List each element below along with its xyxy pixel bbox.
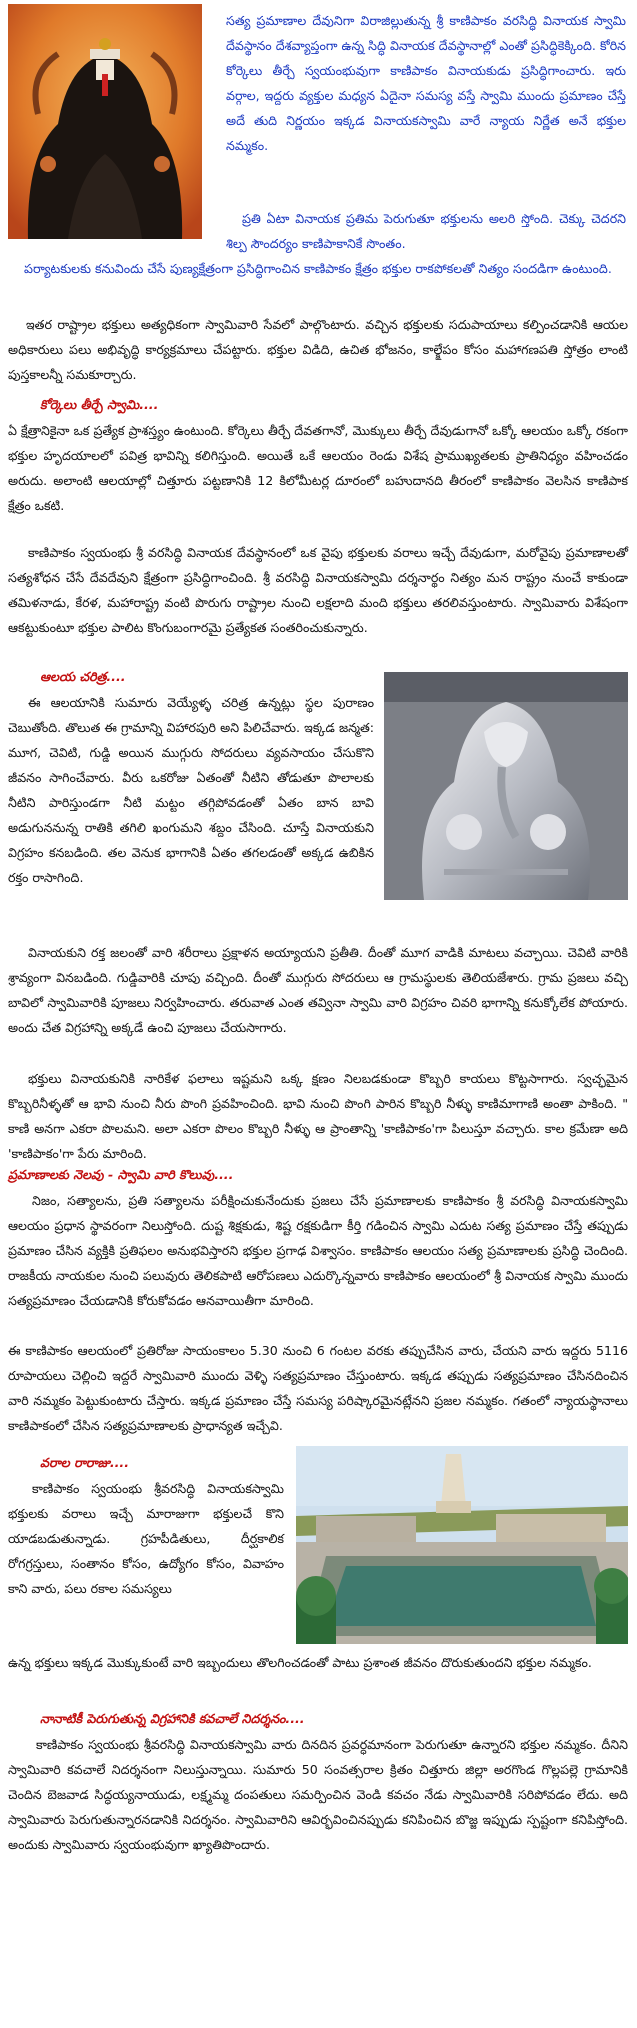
boons-paragraph-1: కాణిపాకం స్వయంభు శ్రీవరసిద్ధి వినాయకస్వామి భక్తులకు వరాలు ఇచ్చే మారాజుగా భక్తులచే కొని యాడబడుతున్నాడు. గ్రహపీడితులు, దీర్ఘకాలిక రోగగ్రస్తులు, సంతానం కోసం, ఉద్యోగం కోసం, వివాహం కాని వారు, పలు రకాల సమస్యలు <box>8 1481 284 1596</box>
growing-idol-paragraph: కాణిపాకం స్వయంభు శ్రీవరసిద్ధి వినాయకస్వామి వారు దినదిన ప్రవర్ధమానంగా పెరుగుతూ ఉన్నారని భక్తుల నమ్మకం. దీనిని స్వామివారి కవచాలే నిదర్శనంగా నిలుస్తున్నాయి. సుమారు 50 సంవత్సరాల క్రితం చిత్తూరు జిల్లా అరగొండ గొల్లపల్లె గ్రామానికి చెందిన బెజవాడ సిద్ధయ్యనాయుడు, లక్ష్మమ్మ దంపతులు సమర్పించిన వెండి కవచం నేడు స్వామివారికి సరిపోవడం లేదు. అది స్వామివారు పెరుగుతున్నారనడానికి నిదర్శనం. స్వామివారిని ఆవిర్భవించినప్పుడు కనిపించిన బొజ్జ ఇప్పుడు స్పష్టంగా కనిపిస్తోంది. అందుకు స్వామివారు స్వయంభువుగా ఖ్యాతిపొందారు. <box>8 1737 628 1852</box>
wish-fulfilling-paragraph-2: కాణిపాకం స్వయంభు శ్రీ వరసిద్ధి వినాయక దేవస్థానంలో ఒక వైపు భక్తులకు వరాలు ఇచ్చే దేవుడుగా, మరోవైపు ప్రమాణాలతో సత్యశోధన చేసే దేవదేవుని క్షేత్రంగా ప్రసిద్ధిగాంచింది. శ్రీ వరసిద్ధి వినాయకస్వామి దర్శనార్థం నిత్యం మన రాష్ట్రం నుంచే కాకుండా తమిళనాడు, కేరళ, మహారాష్ట్ర వంటి పొరుగు రాష్ట్రాల నుంచి లక్షలాది మంది భక్తులు తరలివస్తుంటారు. స్వామివారు విశేషంగా ఆకట్టుకుంటూ భక్తుల పాలిట కొంగుబంగారమై ప్రత్యేకత సంతరించుకున్నారు. <box>8 545 628 635</box>
oaths-paragraph-1: నిజం, సత్యాలను, ప్రతి సత్యాలను పరీక్షించుకునేందుకు ప్రజలు చేసే ప్రమాణాలకు కాణిపాకం శ్రీ వరసిద్ధి వినాయకస్వామి ఆలయం ప్రధాన స్థావరంగా నిలుస్తోంది. దుష్ట శిక్షకుడు, శిష్ట రక్షకుడిగా కీర్తి గడించిన స్వామి ఎదుట సత్య ప్రమాణం చేస్తే తప్పుడు ప్రమాణం చేసిన వ్యక్తికి ప్రతిఫలం అనుభవిస్తారని భక్తుల ప్రగాఢ విశ్వాసం. కాణిపాకం ఆలయం సత్య ప్రమాణాలకు ప్రసిద్ధి చెందింది. రాజకీయ నాయకుల నుంచి పలువురు తెలికపాటి ఆరోపణలు ఎదుర్కొన్నవారు కాణిపాకం ఆలయంలో శ్రీ వినాయక స్వామి ముందు సత్యప్రమాణం చేయడానికి కోరుకోవడం ఆనవాయితీగా మారింది. <box>8 1193 628 1308</box>
wish-fulfilling-paragraph-1: ఏ క్షేత్రానికైనా ఒక ప్రత్యేక ప్రాశస్త్యం ఉంటుంది. కోర్కెలు తీర్చే దేవతగానో, మొక్కులు తీర్చే దేవుడుగానో ఒక్కో ఆలయం ఒక్కో రకంగా భక్తుల హృదయాలలో పవిత్ర భావిన్ని కలిగిస్తుంది. అయితే ఒకే ఆలయం రెండు విశేష ప్రాముఖ్యతలకు ప్రాతినిధ్యం వహించడం అరుదు. అలాంటి ఆలయాల్లో చిత్తూరు పట్టణానికి 12 కిలోమీటర్ల దూరంలో బహుదానది తీరంలో కాణిపాకం వెలసిన కాణిపాక క్షేత్రం ఒకటి. <box>8 423 628 513</box>
section-heading-temple-history: ఆలయ చరిత్ర.... <box>40 669 126 684</box>
intro-paragraph-3: పర్యాటకులకు కనువిందు చేసే పుణ్యక్షేత్రంగా ప్రసిద్ధిగాంచిన కాణిపాకం క్షేత్రం భక్తుల రాకపోకలతో నిత్యం సందడిగా ఉంటుంది. <box>24 261 612 276</box>
section-heading-oaths: ప్రమాణాలకు నెలవు - స్వామి వారి కొలువు.... <box>8 1167 234 1182</box>
intro-paragraph-1: సత్య ప్రమాణాల దేవునిగా విరాజిల్లుతున్న శ్రీ కాణిపాకం వరసిద్ధి వినాయక స్వామి దేవస్థానం దేశవ్యాప్తంగా ఉన్న సిద్ధి వినాయక దేవస్థానాల్లో ఎంతో ప్రసిద్ధికెక్కింది. కోరిన కోర్కెలు తీర్చే స్వయంభువుగా కాణిపాకం వినాయకుడు ప్రసిద్ధిగాంచారు. ఇరు వర్గాల, ఇద్దరు వ్యక్తుల మధ్యన ఏదైనా సమస్య వస్తే స్వామి ముందు ప్రమాణం చేస్తే అదే తుది నిర్ణయం ఇక్కడ వినాయకస్వామి వారే న్యాయ నిర్ణేత అనే భక్తుల నమ్మకం. <box>226 13 626 153</box>
oaths-paragraph-2: ఈ కాణిపాకం ఆలయంలో ప్రతిరోజు సాయంకాలం 5.30 నుంచి 6 గంటల వరకు తప్పుచేసిన వారు, చేయని వారు ఇద్దరు 5116 రూపాయలు చెల్లించి ఇద్దరే స్వామివారి ముందు వెళ్ళి సత్యప్రమాణం చేస్తుంటారు. ఇక్కడ తప్పుడు సత్యప్రమాణం చేసినదించిన వారి నమ్మకం పెట్టుకుంటారు చేస్తారు. ఇక్కడ ప్రమాణం చేస్తే సమస్య పరిష్కారమైనట్లేనని ప్రజల నమ్మకం. గతంలో న్యాయస్థానాలు కాణిపాకంలో చేసిన సత్యప్రమాణాలకు ప్రాధాన్యత ఇచ్చేవి. <box>8 1343 628 1433</box>
ganesha-idol-photo <box>8 4 202 239</box>
facilities-paragraph: ఇతర రాష్ట్రాల భక్తులు అత్యధికంగా స్వామివారి సేవలో పాల్గొంటారు. వచ్చిన భక్తులకు సదుపాయాలు కల్పించడానికి ఆయల అధికారులు పలు అభివృద్ధి కార్యక్రమాలు చేపట్టారు. భక్తుల విడిది, ఉచిత భోజనం, కాల్క్షేపం కోసం మహాగణపతి స్తోత్రం లాంటి పుస్తకాలన్నీ సమకూర్చారు. <box>8 317 628 382</box>
section-heading-growing-idol: నానాటికీ పెరుగుతున్న విగ్రహానికి కవచాలే నిదర్శనం.... <box>40 1711 305 1726</box>
section-heading-wish-fulfilling: కోర్కెలు తీర్చే స్వామి.... <box>40 397 159 412</box>
history-paragraph-2: వినాయకుని రక్త జలంతో వారి శరీరాలు ప్రక్షాళన అయ్యాయని ప్రతీతి. దీంతో మూగ వాడికి మాటలు వచ్చాయి. చెవిటి వారికి శ్రావ్యంగా వినబడింది. గుడ్డివారికి చూపు వచ్చింది. దీంతో ముగ్గురు సోదరులు ఆ గ్రామస్థులకు తెలియజేశారు. గ్రామ ప్రజలు వచ్చి బావిలో స్వామివారికి పూజలు నిర్వహించారు. తరువాత ఎంత తవ్వినా స్వామి వారి విగ్రహం చివరి భాగాన్ని కనుక్కోలేక పోయారు. అందు చేత విగ్రహాన్ని అక్కడే ఉంచి పూజలు చేయసాగారు. <box>8 945 628 1035</box>
silver-ganesha-photo <box>384 672 628 900</box>
boons-paragraph-2: ఉన్న భక్తులు ఇక్కడ మొక్కుకుంటే వారి ఇబ్బందులు తొలగించడంతో పాటు ప్రశాంత జీవనం దొరుకుతుందని భక్తుల నమ్మకం. <box>8 1655 592 1670</box>
history-paragraph-1: ఈ ఆలయానికి సుమారు వెయ్యేళ్ళ చరిత్ర ఉన్నట్లు స్థల పురాణం చెబుతోంది. తొలుత ఈ గ్రామాన్ని విహారపురి అని పిలిచేవారు. ఇక్కడ జన్మత: మూగ, చెవిటి, గుడ్డి అయిన ముగ్గురు సోదరులు వ్యవసాయం చేసుకొని జీవనం సాగించేవారు. వీరు ఒకరోజు ఏతంతో నీటిని తోడుతూ పొలాలకు నీటిని పారిస్తుండగా నీటి మట్టం తగ్గిపోవడంతో ఏతం బాన బావి అడుగుననున్న రాతికి తగిలి ఖంగుమని శబ్దం చేసింది. చూస్తే వినాయకుని విగ్రహం కనబడింది. తల వెనుక భాగానికి ఏతం తగలడంతో అక్కడ ఉబికిన రక్తం రాసాగింది. <box>8 695 374 885</box>
temple-tank-photo <box>296 1446 628 1644</box>
intro-paragraph-2: ప్రతి ఏటా వినాయక ప్రతిమ పెరుగుతూ భక్తులను అలరి స్తోంది. చెక్కు చెదరని శిల్ప సౌందర్యం కాణిపాకానికే సొంతం. <box>226 211 626 251</box>
section-heading-king-of-boons: వరాల రారాజు.... <box>40 1455 129 1470</box>
history-paragraph-3: భక్తులు వినాయకునికి నారికేళ ఫలాలు ఇష్టమని ఒక్క క్షణం నిలబడకుండా కొబ్బరి కాయలు కొట్టసాగారు. స్వచ్ఛమైన కొబ్బరినీళ్ళతో ఆ భావి నుంచి నీరు పొంగి ప్రవహించింది. భావి నుంచి పొంగి పారిన కొబ్బరి నీళ్ళు కాణిమాగాణి అంతా పాకింది. " కాణి అనగా ఎకరా పొలమని. అలా ఎకరా పొలం కొబ్బరి నీళ్ళు ఆ ప్రాంతాన్ని 'కాణిపాకం'గా పిలుస్తూ వచ్చారు. కాల క్రమేణా అది 'కాణిపాకం'గా పేరు మారింది. <box>8 1071 628 1161</box>
